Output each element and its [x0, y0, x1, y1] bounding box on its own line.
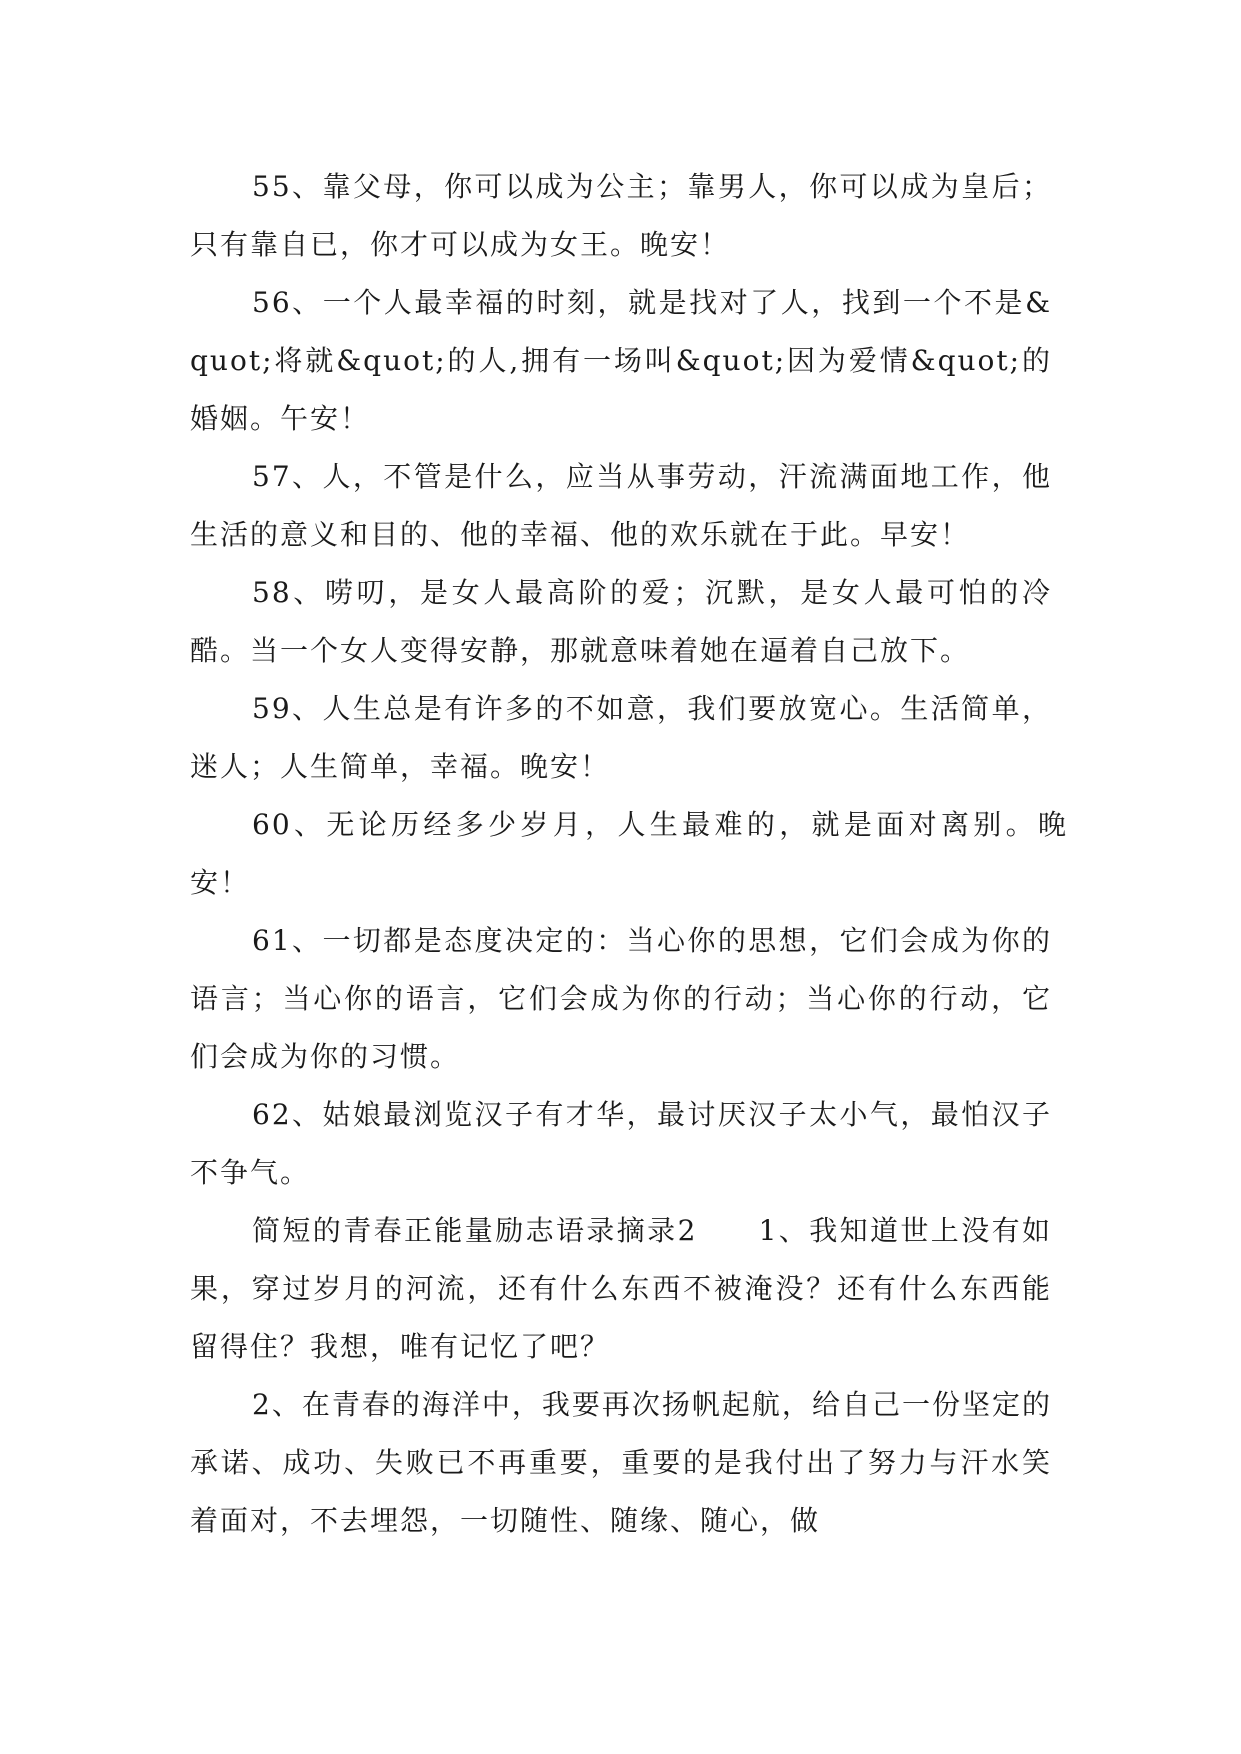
paragraph-60: 60、无论历经多少岁月，人生最难的，就是面对离别。晚安！ [190, 808, 1068, 899]
paragraph-61: 61、一切都是态度决定的：当心你的思想，它们会成为你的语言；当心你的语言，它们会成为你的行动；当心你的行动，它们会成为你的习惯。 [190, 924, 1052, 1073]
paragraph-56: 56、一个人最幸福的时刻，就是找对了人，找到一个不是&quot;将就&quot;的人,拥有一场叫&quot;因为爱情&quot;的婚姻。午安！ [190, 286, 1052, 435]
paragraph-62: 62、姑娘最浏览汉子有才华，最讨厌汉子太小气，最怕汉子不争气。 [190, 1098, 1052, 1189]
section-heading-paragraph: 简短的青春正能量励志语录摘录2 1、我知道世上没有如果，穿过岁月的河流，还有什么东西不被淹没？还有什么东西能留得住？我想，唯有记忆了吧？ [190, 1214, 1052, 1363]
document-body [190, 158, 1068, 1550]
paragraph-2: 2、在青春的海洋中，我要再次扬帆起航，给自己一份坚定的承诺、成功、失败已不再重要，重要的是我付出了努力与汗水笑着面对，不去埋怨，一切随性、随缘、随心，做 [190, 1388, 1052, 1537]
paragraph-58: 58、唠叨，是女人最高阶的爱；沉默，是女人最可怕的冷酷。当一个女人变得安静，那就意味着她在逼着自己放下。 [190, 576, 1052, 667]
paragraph-57: 57、人，不管是什么，应当从事劳动，汗流满面地工作，他生活的意义和目的、他的幸福、他的欢乐就在于此。早安！ [190, 460, 1052, 551]
paragraph-59: 59、人生总是有许多的不如意，我们要放宽心。生活简单，迷人；人生简单，幸福。晚安！ [190, 692, 1052, 783]
paragraph-55: 55、靠父母，你可以成为公主；靠男人，你可以成为皇后；只有靠自已，你才可以成为女王。晚安！ [190, 170, 1052, 261]
